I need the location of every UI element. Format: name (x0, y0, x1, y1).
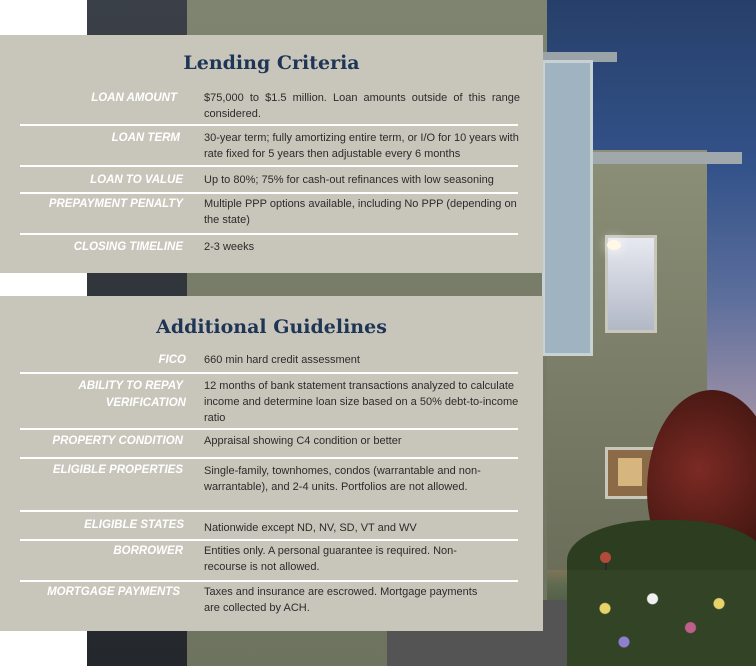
ceiling-lamp (607, 240, 621, 250)
additional-guidelines-card (0, 296, 543, 631)
lending-criteria-card (0, 35, 543, 273)
row-divider (20, 165, 518, 167)
criteria-value: Up to 80%; 75% for cash-out refinances with low seasoning (204, 174, 494, 186)
glass-panel (542, 60, 593, 356)
row-divider (20, 580, 518, 582)
guideline-label-line2: VERIFICATION (105, 397, 186, 409)
guideline-label: FICO (158, 354, 186, 366)
row-divider (20, 457, 518, 459)
roof-edge-lower (582, 152, 742, 164)
guideline-value: Taxes and insurance are escrowed. Mortgage payments are collected by ACH. (204, 586, 478, 614)
flower-bed (567, 570, 756, 666)
criteria-value: $75,000 to $1.5 million. Loan amounts outside of this range considered. (204, 92, 520, 120)
criteria-label: CLOSING TIMELINE (73, 241, 183, 253)
guideline-value: Appraisal showing C4 condition or better (204, 435, 402, 447)
guideline-label: ELIGIBLE STATES (84, 519, 184, 531)
row-divider (20, 428, 518, 430)
stop-sign-icon (600, 552, 611, 563)
guideline-label: ELIGIBLE PROPERTIES (52, 464, 183, 476)
criteria-label: PREPAYMENT PENALTY (48, 198, 183, 210)
row-divider (20, 372, 518, 374)
guideline-label-line1: ABILITY TO REPAY (78, 380, 183, 392)
guideline-label: MORTGAGE PAYMENTS (47, 586, 180, 598)
criteria-label: LOAN TO VALUE (90, 174, 183, 186)
criteria-value: 30-year term; fully amortizing entire term, or I/O for 10 years with rate fixed for 5 years then adjustable every 6 months (204, 132, 519, 160)
guideline-value: Nationwide except ND, NV, SD, VT and WV (204, 522, 417, 534)
row-divider (20, 192, 518, 194)
guideline-value: 12 months of bank statement transactions analyzed to calculate income and determine loan size based on a 50% debt-to-income ratio (204, 380, 519, 424)
row-divider (20, 539, 518, 541)
criteria-label: LOAN AMOUNT (91, 92, 177, 104)
criteria-label: LOAN TERM (111, 132, 180, 144)
row-divider (20, 510, 518, 512)
guideline-value: 660 min hard credit assessment (204, 354, 360, 366)
row-divider (20, 124, 518, 126)
guideline-label: BORROWER (113, 545, 183, 557)
lending-criteria-title: Lending Criteria (183, 52, 360, 74)
guideline-value: Single-family, townhomes, condos (warrantable and non-warrantable), and 2-4 units. Portfolios are not allowed. (204, 465, 481, 493)
criteria-value: Multiple PPP options available, including No PPP (depending on the state) (204, 198, 517, 226)
row-divider (20, 233, 518, 235)
criteria-value: 2-3 weeks (204, 241, 255, 253)
additional-guidelines-title: Additional Guidelines (156, 316, 387, 338)
guideline-label: PROPERTY CONDITION (52, 435, 183, 447)
guideline-value: Entities only. A personal guarantee is required. Non-recourse is not allowed. (204, 545, 457, 573)
